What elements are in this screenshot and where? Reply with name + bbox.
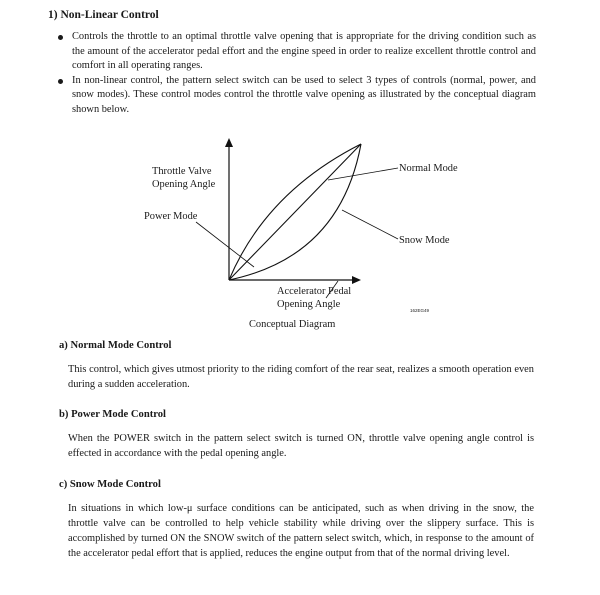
paragraph-normal-mode: This control, which gives utmost priority to the riding comfort of the rear seat, realizes a smooth operation even during a sudden acceleration. [68,364,534,390]
y-axis-arrow-icon [225,138,233,147]
figure-code: 162EG49 [410,308,430,313]
power-mode-leader [196,222,254,267]
y-axis-label-1: Throttle Valve [152,166,212,177]
bullet-text: In non-linear control, the pattern select switch can be used to select 3 types of controls (normal, power, and snow modes). These control modes control the throttle valve opening as illustrated by the conceptual diagram shown below. [72,74,536,115]
normal-mode-label: Normal Mode [399,163,458,174]
subheading-power-mode: b) Power Mode Control [59,409,167,420]
section-heading: 1) Non-Linear Control [48,9,159,21]
y-axis-label-2: Opening Angle [152,179,216,190]
bullet-icon [58,35,63,40]
bullet-icon [58,79,63,84]
bullet-item [58,30,536,74]
x-axis-label-1: Accelerator Pedal [277,286,352,297]
paragraph-snow-mode: In situations in which low-μ surface conditions can be anticipated, such as when driving in the snow, the throttle valve can be controlled to help vehicle stability while driving over the slippery surface. This is accomplished by turned ON the SNOW switch of the pattern select switch, which, in response to the amount of the accelerator pedal effort that is applied, reduces the engine output from that of the normal driving level. [68,503,534,559]
bullet-list [58,30,536,118]
paragraph-power-mode: When the POWER switch in the pattern select switch is turned ON, throttle valve opening angle control is effected in accordance with the pedal opening angle. [68,433,534,459]
bullet-item [58,74,536,118]
normal-mode-line [229,144,361,280]
x-axis-arrow-icon [352,276,361,284]
power-mode-label: Power Mode [144,211,198,222]
diagram-caption: Conceptual Diagram [249,319,336,330]
x-axis-label-2: Opening Angle [277,299,341,310]
bullet-text: Controls the throttle to an optimal throttle valve opening that is appropriate for the driving condition such as the amount of the accelerator pedal effort and the engine speed in order to realize excellent throttle control and comfort in all operating ranges. [72,31,536,72]
subheading-snow-mode: c) Snow Mode Control [59,479,161,490]
subheading-normal-mode: a) Normal Mode Control [59,340,172,351]
normal-mode-leader [328,168,398,180]
snow-mode-leader [342,210,398,239]
snow-mode-label: Snow Mode [399,235,450,246]
conceptual-diagram [130,132,490,337]
